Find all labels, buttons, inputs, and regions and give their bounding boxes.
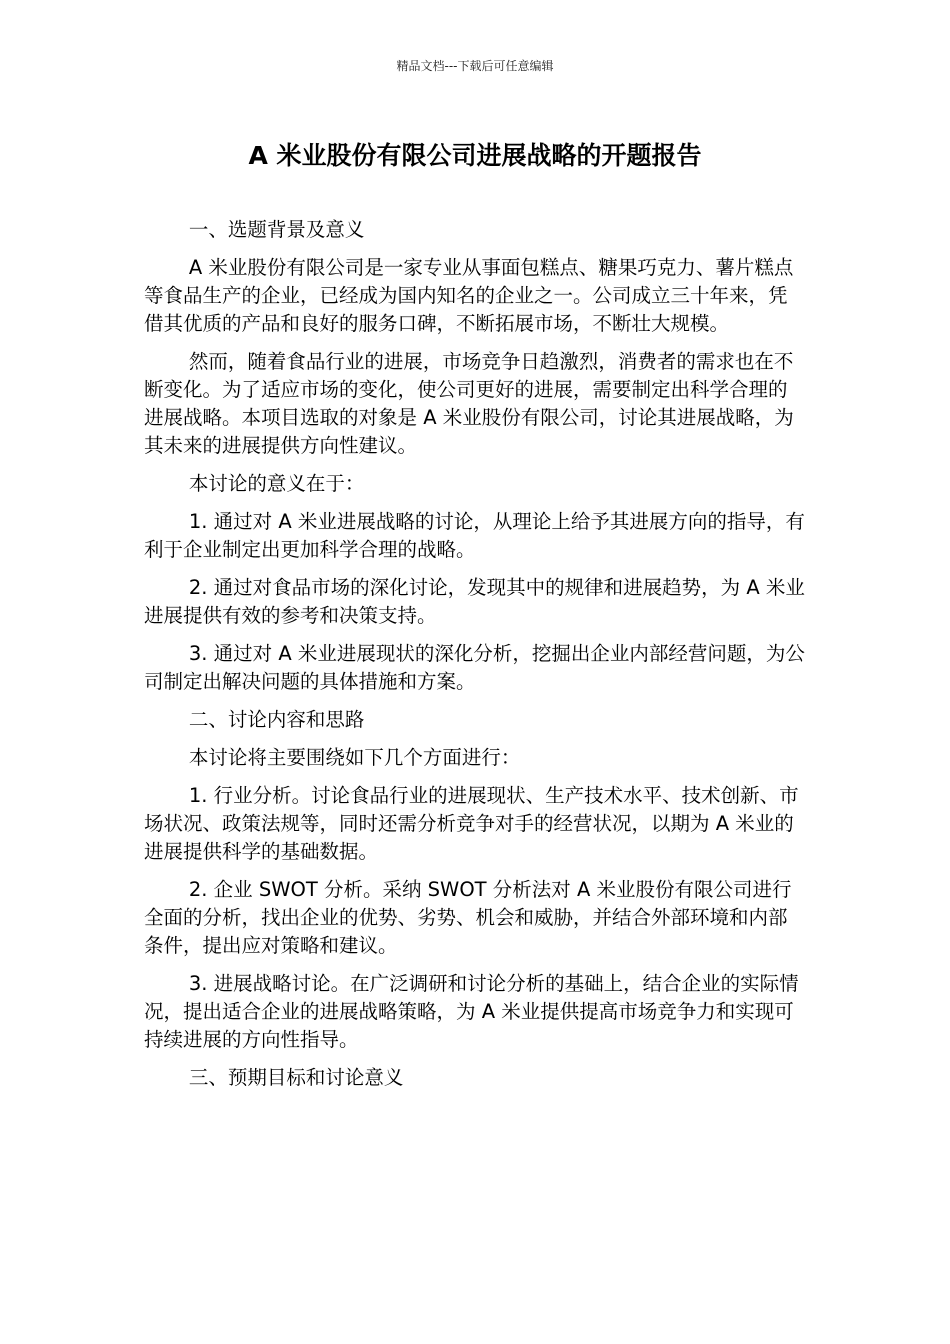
document-body [144,216,806,1102]
list-item-significance-2: 2. 通过对食品市场的深化讨论，发现其中的规律和进展趋势，为 A 米业进展提供有效的参考和决策支持。 [144,576,805,627]
list-item-significance-1: 1. 通过对 A 米业进展战略的讨论，从理论上给予其进展方向的指导，有利于企业制定出更加科学合理的战略。 [144,510,805,561]
paragraph-company-intro: A 米业股份有限公司是一家专业从事面包糕点、糖果巧克力、薯片糕点等食品生产的企业，已经成为国内知名的企业之一。公司成立三十年来，凭借其优质的产品和良好的服务口碑，不断拓展市场，不断壮大规模。 [144,256,794,335]
list-item-content-3: 3. 进展战略讨论。在广泛调研和讨论分析的基础上，结合企业的实际情况，提出适合企业的进展战略策略，为 A 米业提供提高市场竞争力和实现可持续进展的方向性指导。 [144,972,799,1051]
paragraph-content-intro: 本讨论将主要围绕如下几个方面进行： [188,746,521,769]
paragraph-significance-intro: 本讨论的意义在于： [188,472,365,495]
section-heading-goals: 三、预期目标和讨论意义 [188,1066,404,1089]
document-title: A 米业股份有限公司进展战略的开题报告 [248,141,702,170]
list-item-content-2: 2. 企业 SWOT 分析。采纳 SWOT 分析法对 A 米业股份有限公司进行全面的分析，找出企业的优势、劣势、机会和威胁，并结合外部环境和内部条件，提出应对策略和建议。 [144,878,792,957]
page-header-note: 精品文档---下载后可任意编辑 [396,59,554,73]
list-item-content-1: 1. 行业分析。讨论食品行业的进展现状、生产技术水平、技术创新、市场状况、政策法规等，同时还需分析竞争对手的经营状况，以期为 A 米业的进展提供科学的基础数据。 [144,784,799,863]
paragraph-market-change: 然而，随着食品行业的进展，市场竞争日趋激烈，消费者的需求也在不断变化。为了适应市场的变化，使公司更好的进展，需要制定出科学合理的进展战略。本项目选取的对象是 A 米业股份有限公司，讨论其进展战略，为其未来的进展提供方向性建议。 [144,350,794,457]
section-heading-content: 二、讨论内容和思路 [188,708,365,731]
section-heading-background: 一、选题背景及意义 [188,218,365,241]
list-item-significance-3: 3. 通过对 A 米业进展现状的深化分析，挖掘出企业内部经营问题，为公司制定出解决问题的具体措施和方案。 [144,642,805,693]
